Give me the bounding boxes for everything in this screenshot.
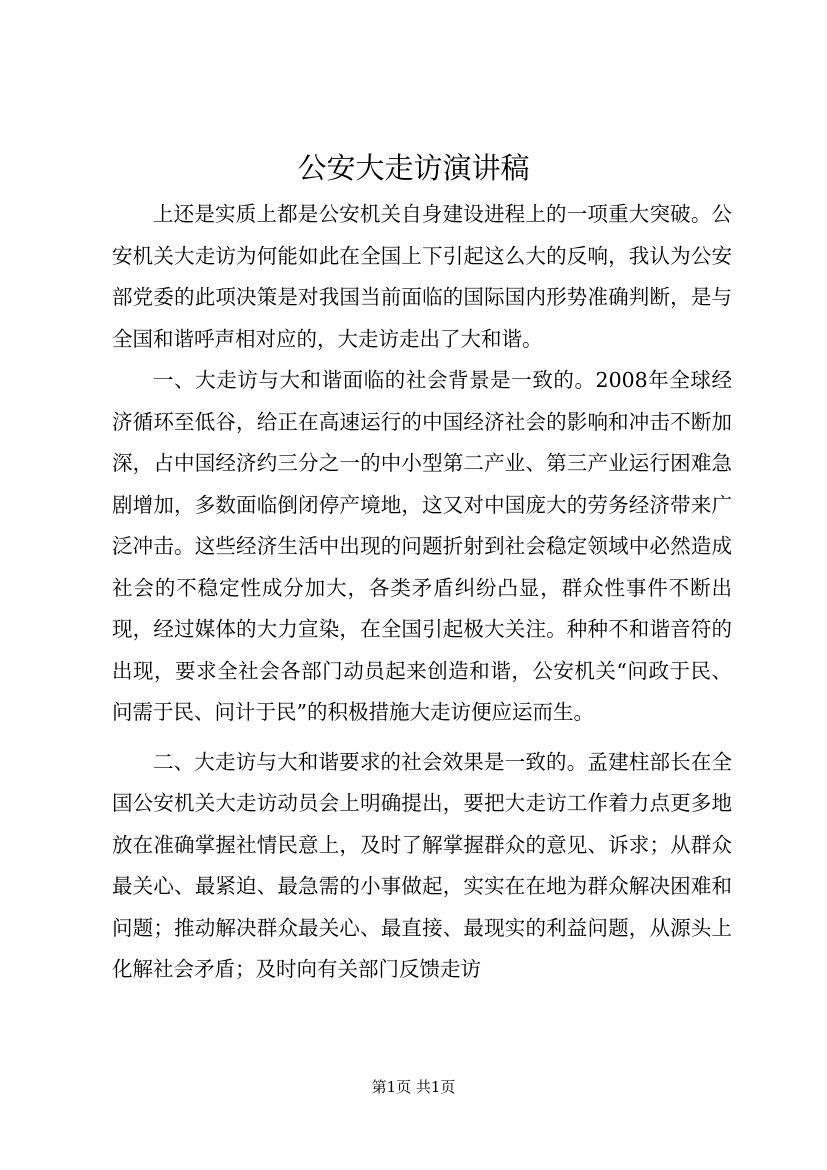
document-body (112, 194, 732, 991)
paragraph-intro: 上还是实质上都是公安机关自身建设进程上的一项重大突破。公安机关大走访为何能如此在全国上下引起这么大的反响，我认为公安部党委的此项决策是对我国当前面临的国际国内形势准确判断，是与全国和谐呼声相对应的，大走访走出了大和谐。 (112, 202, 732, 351)
document-title: 公安大走访演讲稿 (297, 151, 530, 185)
paragraph-section-two: 二、大走访与大和谐要求的社会效果是一致的。孟建柱部长在全国公安机关大走访动员会上明确提出，要把大走访工作着力点更多地放在准确掌握社情民意上，及时了解掌握群众的意见、诉求；从群众最关心、最紧迫、最急需的小事做起，实实在在地为群众解决困难和问题；推动解决群众最关心、最直接、最现实的利益问题，从源头上化解社会矛盾；及时向有关部门反馈走访 (112, 749, 732, 981)
page-footer: 第1页 共1页 (371, 1078, 456, 1096)
paragraph-section-one: 一、大走访与大和谐面临的社会背景是一致的。2008年全球经济循环至低谷，给正在高速运行的中国经济社会的影响和冲击不断加深，占中国经济约三分之一的中小型第二产业、第三产业运行困难急剧增加，多数面临倒闭停产境地，这又对中国庞大的劳务经济带来广泛冲击。这些经济生活中出现的问题折射到社会稳定领域中必然造成社会的不稳定性成分加大，各类矛盾纠纷凸显，群众性事件不断出现，经过媒体的大力宣染，在全国引起极大关注。种种不和谐音符的出现，要求全社会各部门动员起来创造和谐，公安机关“问政于民、问需于民、问计于民”的积极措施大走访便应运而生。 (112, 368, 732, 724)
